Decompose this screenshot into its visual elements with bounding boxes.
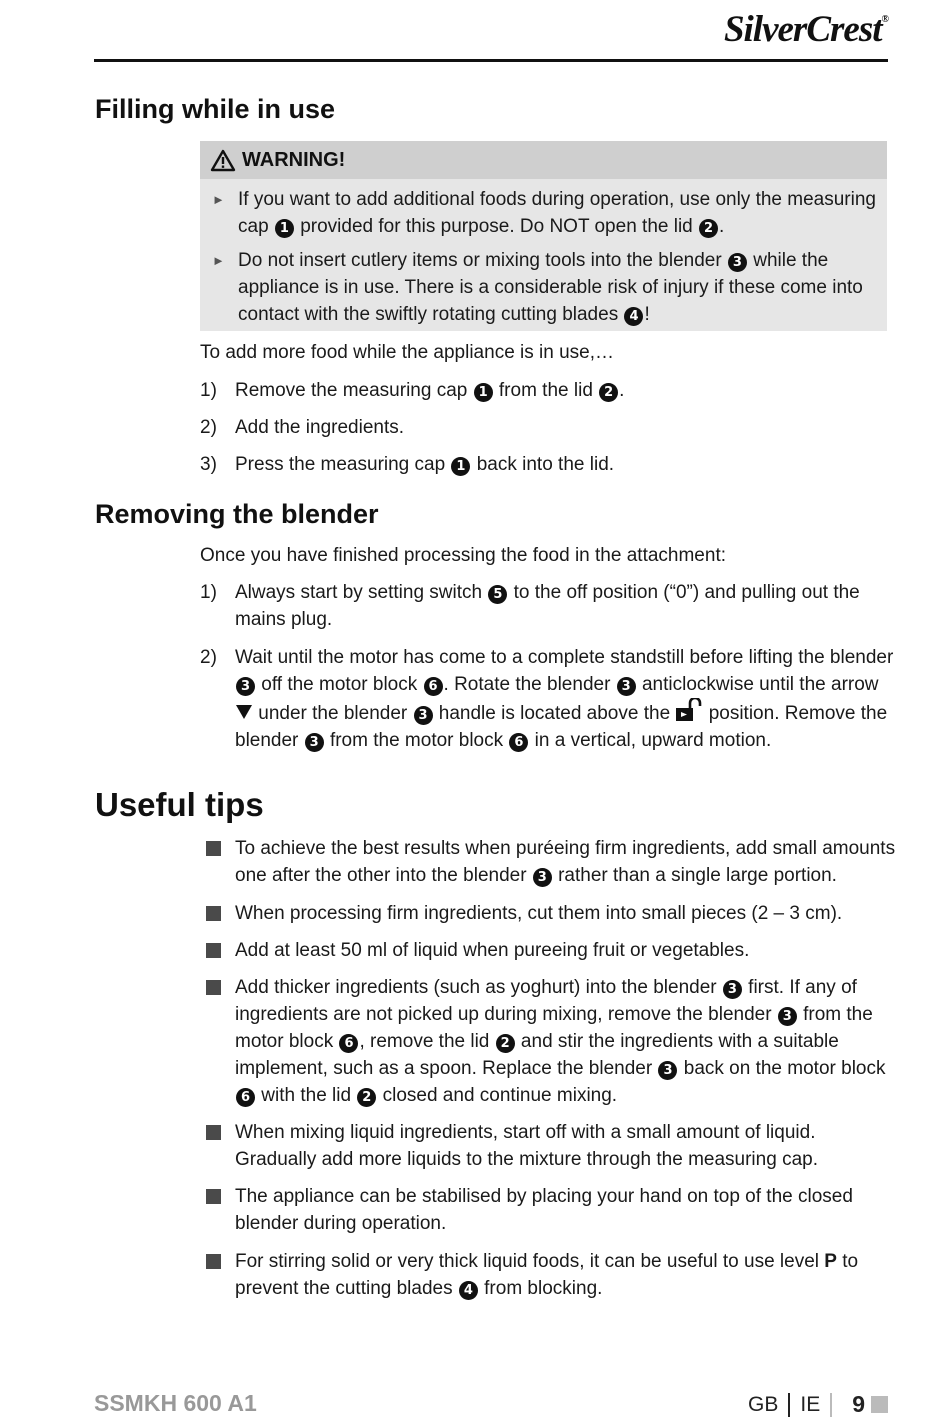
brand-logo: SilverCrest®	[723, 9, 888, 50]
section-title-removing: Removing the blender	[95, 499, 379, 529]
footer-divider	[830, 1393, 832, 1417]
warning-box	[200, 141, 887, 331]
warning-icon	[210, 149, 236, 172]
footer-divider	[788, 1393, 790, 1417]
page-marker-icon	[871, 1396, 888, 1413]
footer-page-info	[748, 1391, 888, 1418]
bullet-arrow-icon: ►	[212, 192, 225, 207]
bullet-square-icon	[206, 1125, 221, 1140]
bullet-square-icon	[206, 980, 221, 995]
bullet-arrow-icon: ►	[212, 253, 225, 268]
page-number: 9	[852, 1391, 865, 1417]
footer-lang-ie: IE	[800, 1392, 821, 1416]
filling-intro: To add more food while the appliance is in use,…	[200, 342, 615, 363]
arrow-down-icon	[235, 704, 253, 720]
warning-item: ► Do not insert cutlery items or mixing tools into the blender 3 while the appliance is in use. There is a considerable risk of injury if these come into contact with the swiftly rotating cutting blades 4 !	[238, 247, 878, 328]
footer-model: SSMKH 600 A1	[94, 1390, 257, 1416]
warning-item: ► If you want to add additional foods during operation, use only the measuring cap 1 provided for this purpose. Do NOT open the lid 2 .	[238, 186, 878, 240]
header-rule	[94, 59, 888, 62]
footer-lang-gb: GB	[748, 1392, 779, 1416]
section-title-filling: Filling while in use	[95, 94, 336, 124]
bullet-square-icon	[206, 1254, 221, 1269]
warning-title: WARNING!	[242, 148, 346, 171]
bullet-square-icon	[206, 1189, 221, 1204]
section-title-tips: Useful tips	[95, 786, 264, 823]
warning-header	[200, 141, 887, 179]
removing-intro: Once you have finished processing the food in the attachment:	[200, 545, 726, 566]
bullet-square-icon	[206, 943, 221, 958]
bullet-square-icon	[206, 906, 221, 921]
bullet-square-icon	[206, 841, 221, 856]
unlock-icon	[675, 698, 703, 722]
